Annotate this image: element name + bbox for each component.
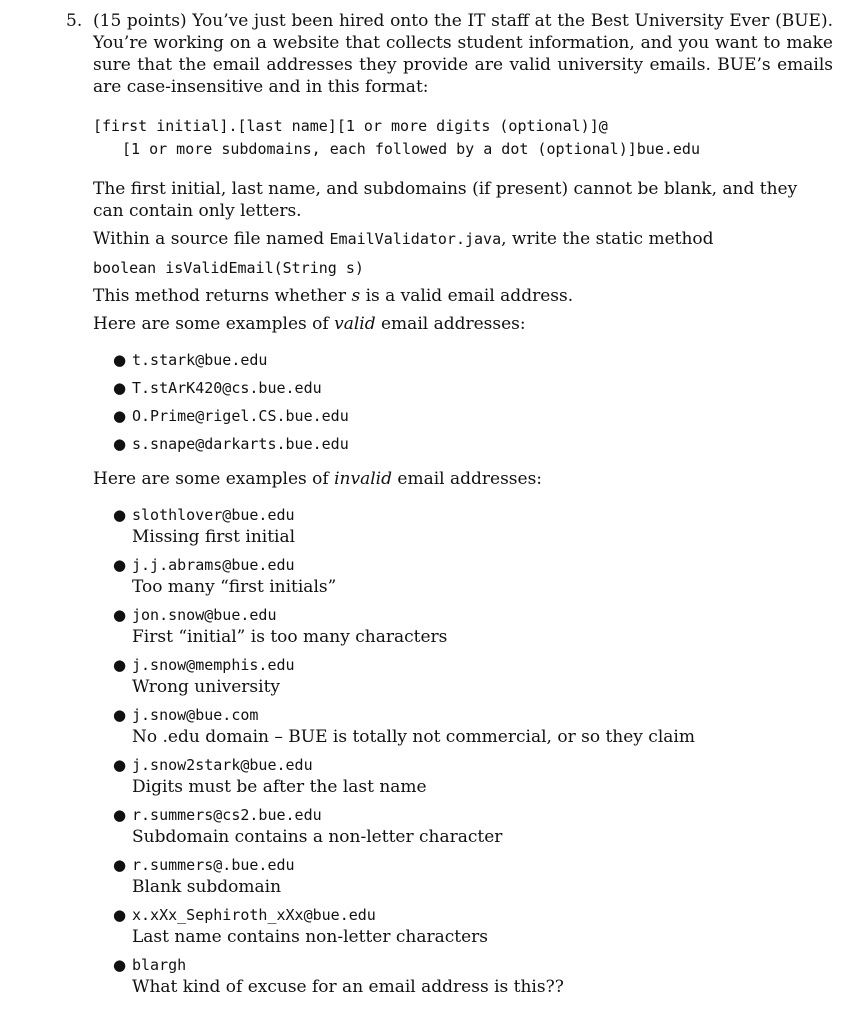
method-signature: boolean isValidEmail(String s) (93, 259, 364, 277)
bullet-icon: ● (113, 656, 127, 674)
bullet-icon: ● (113, 407, 127, 425)
returns-paragraph (93, 285, 833, 307)
invalid-heading-prefix: Here are some examples of (93, 469, 335, 489)
valid-email: T.stArK420@cs.bue.edu (132, 379, 322, 397)
returns-var: s (351, 286, 361, 306)
bullet-icon: ● (113, 556, 127, 574)
invalid-email: j.j.abrams@bue.edu (132, 556, 295, 574)
format-line-2: [1 or more subdomains, each followed by a dot (optional)]bue.edu (122, 140, 700, 158)
bullet-icon: ● (113, 435, 127, 453)
bullet-icon: ● (113, 756, 127, 774)
invalid-reason: Subdomain contains a non-letter character (132, 827, 503, 847)
invalid-reason: No .edu domain – BUE is totally not commercial, or so they claim (132, 727, 695, 747)
list-item (113, 504, 695, 554)
list-item (113, 349, 349, 377)
list-item (113, 604, 695, 654)
list-item (113, 804, 695, 854)
valid-email: O.Prime@rigel.CS.bue.edu (132, 407, 349, 425)
invalid-email: j.snow2stark@bue.edu (132, 756, 313, 774)
rules-paragraph: The first initial, last name, and subdomains (if present) cannot be blank, and they can contain only letters. (93, 179, 798, 221)
filename-code: EmailValidator.java (329, 230, 502, 248)
list-item (113, 954, 695, 1004)
invalid-examples-list (113, 504, 695, 1004)
returns-prefix: This method returns whether (93, 286, 352, 306)
invalid-reason: Last name contains non-letter characters (132, 927, 488, 947)
invalid-reason: What kind of excuse for an email address is this?? (132, 977, 564, 997)
invalid-email: r.summers@.bue.edu (132, 856, 295, 874)
task-suffix: , write the static method (501, 229, 714, 249)
invalid-email: j.snow@memphis.edu (132, 656, 295, 674)
task-prefix: Within a source file named (93, 229, 330, 249)
bullet-icon: ● (113, 506, 127, 524)
invalid-reason: Missing first initial (132, 527, 296, 547)
invalid-reason: Wrong university (132, 677, 281, 697)
list-item (113, 704, 695, 754)
valid-email: s.snape@darkarts.bue.edu (132, 435, 349, 453)
list-item (113, 904, 695, 954)
invalid-reason: Blank subdomain (132, 877, 282, 897)
bullet-icon: ● (113, 806, 127, 824)
invalid-email: j.snow@bue.com (132, 706, 259, 724)
valid-email: t.stark@bue.edu (132, 351, 268, 369)
invalid-heading (93, 468, 833, 490)
bullet-icon: ● (113, 856, 127, 874)
invalid-email: r.summers@cs2.bue.edu (132, 806, 322, 824)
bullet-icon: ● (113, 706, 127, 724)
question-number: 5. (66, 11, 83, 31)
bullet-icon: ● (113, 379, 127, 397)
valid-heading (93, 313, 833, 335)
invalid-reason: Too many “first initials” (132, 577, 337, 597)
bullet-icon: ● (113, 606, 127, 624)
list-item (113, 377, 349, 405)
invalid-reason: First “initial” is too many characters (132, 627, 448, 647)
task-paragraph (93, 228, 833, 250)
list-item (113, 554, 695, 604)
invalid-email: jon.snow@bue.edu (132, 606, 277, 624)
list-item (113, 854, 695, 904)
valid-heading-suffix: email addresses: (375, 314, 526, 334)
invalid-heading-suffix: email addresses: (391, 469, 543, 489)
valid-heading-emph: valid (334, 314, 376, 334)
bullet-icon: ● (113, 906, 127, 924)
invalid-email: slothlover@bue.edu (132, 506, 295, 524)
returns-suffix: is a valid email address. (360, 286, 574, 306)
valid-examples-list (113, 349, 349, 461)
bullet-icon: ● (113, 956, 127, 974)
invalid-reason: Digits must be after the last name (132, 777, 427, 797)
list-item (113, 405, 349, 433)
valid-heading-prefix: Here are some examples of (93, 314, 335, 334)
invalid-email: blargh (132, 956, 187, 974)
invalid-email: x.xXx_Sephiroth_xXx@bue.edu (132, 906, 376, 924)
list-item (113, 754, 695, 804)
list-item (113, 654, 695, 704)
format-line-1: [first initial].[last name][1 or more digits (optional)]@ (93, 117, 608, 135)
list-item (113, 433, 349, 461)
bullet-icon: ● (113, 351, 127, 369)
invalid-heading-emph: invalid (334, 469, 392, 489)
question-intro: (15 points) You’ve just been hired onto the IT staff at the Best University Ever (BUE). You’re working on a website that collects student information, and you want to make sure that the email addresses they provide are valid university emails. BUE’s emails are case-insensitive and in this format: (93, 11, 833, 97)
